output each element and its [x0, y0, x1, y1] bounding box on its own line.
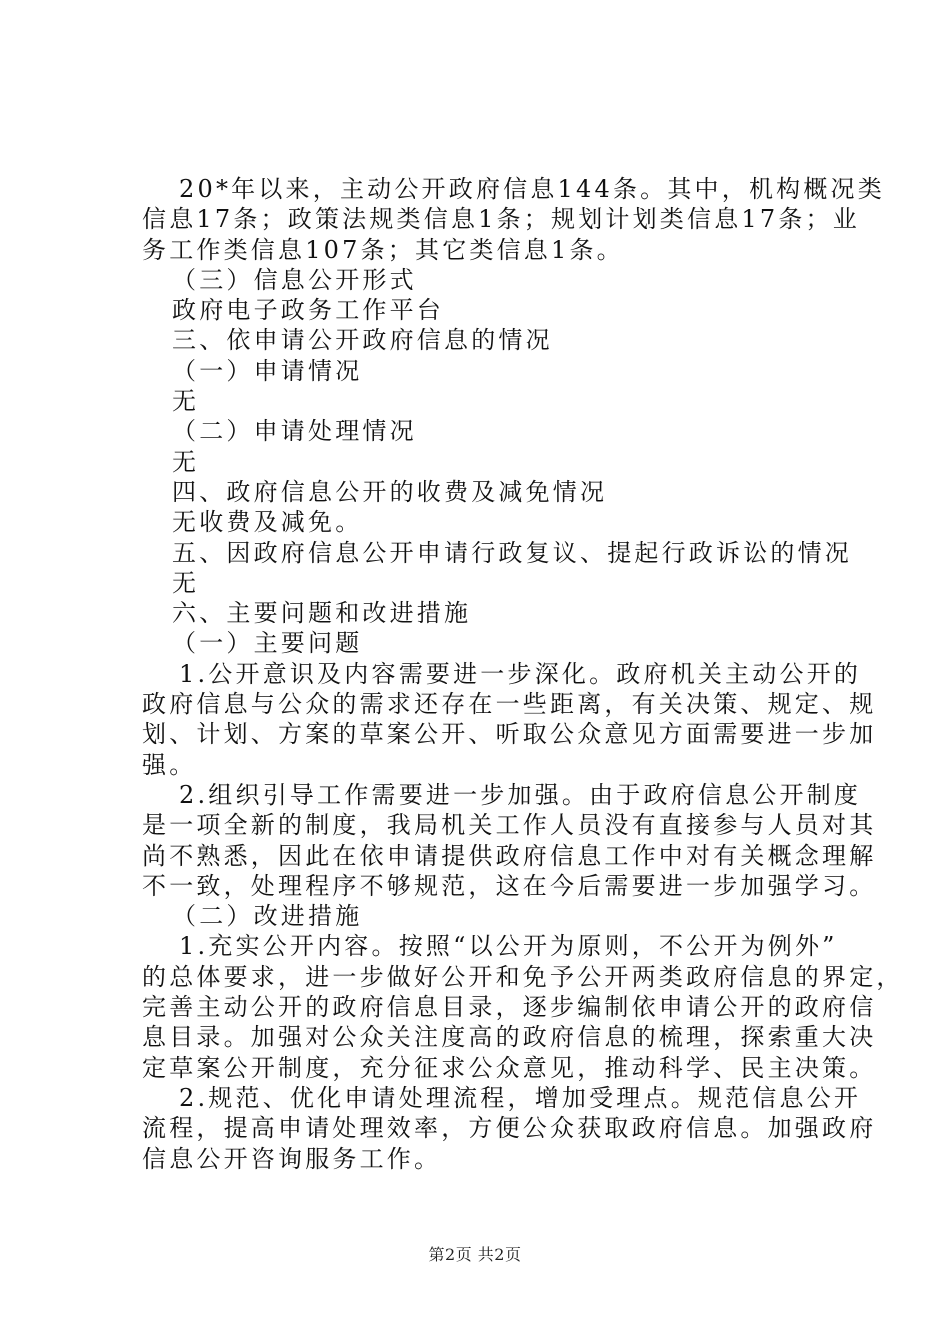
section-heading: 三、依申请公开政府信息的情况: [172, 326, 553, 355]
paragraph-line: 流程，提高申请处理效率，方便公众获取政府信息。加强政府: [142, 1114, 877, 1143]
paragraph-line: 息目录。加强对公众关注度高的政府信息的梳理，探索重大决: [142, 1023, 877, 1052]
section-heading: （一）主要问题: [172, 629, 363, 658]
paragraph-line: 尚不熟悉，因此在依申请提供政府信息工作中对有关概念理解: [142, 841, 877, 870]
section-heading: 五、因政府信息公开申请行政复议、提起行政诉讼的情况: [172, 538, 852, 567]
section-heading: 四、政府信息公开的收费及减免情况: [172, 477, 608, 506]
paragraph-line: 不一致，处理程序不够规范，这在今后需要进一步加强学习。: [142, 871, 877, 900]
paragraph-line: 2.组织引导工作需要进一步加强。由于政府信息公开制度: [179, 780, 862, 809]
paragraph-line: 政府电子政务工作平台: [172, 296, 444, 325]
page-footer: 第2页 共2页: [428, 1245, 522, 1264]
section-heading: （二）申请处理情况: [172, 417, 417, 446]
paragraph-line: 无: [172, 447, 200, 476]
paragraph-line: 1.公开意识及内容需要进一步深化。政府机关主动公开的: [179, 659, 862, 688]
section-heading: （三）信息公开形式: [172, 265, 417, 294]
paragraph-line: 信息17条；政策法规类信息1条；规划计划类信息17条；业: [142, 205, 860, 234]
paragraph-line: 2.规范、优化申请处理流程，增加受理点。规范信息公开: [179, 1083, 862, 1112]
paragraph-line: 务工作类信息107条；其它类信息1条。: [142, 235, 624, 264]
paragraph-line: 完善主动公开的政府信息目录，逐步编制依申请公开的政府信: [142, 993, 877, 1022]
paragraph-line: 信息公开咨询服务工作。: [142, 1144, 442, 1173]
document-body: [142, 174, 904, 1174]
paragraph-line: 政府信息与公众的需求还存在一些距离，有关决策、规定、规: [142, 690, 877, 719]
paragraph-line: 20*年以来，主动公开政府信息144条。其中，机构概况类: [179, 175, 885, 203]
paragraph-line: 划、计划、方案的草案公开、听取公众意见方面需要进一步加: [142, 720, 877, 749]
section-heading: （二）改进措施: [172, 902, 363, 931]
paragraph-line: 定草案公开制度，充分征求公众意见，推动科学、民主决策。: [142, 1053, 877, 1082]
paragraph-line: 无: [172, 568, 200, 597]
section-heading: （一）申请情况: [172, 356, 363, 385]
paragraph-line: 无收费及减免。: [172, 508, 363, 537]
paragraph-line: 强。: [142, 750, 197, 779]
paragraph-line: 无: [172, 387, 200, 416]
paragraph-line: 的总体要求，进一步做好公开和免予公开两类政府信息的界定，: [142, 962, 904, 991]
section-heading: 六、主要问题和改进措施: [172, 599, 472, 628]
paragraph-line: 1.充实公开内容。按照“以公开为原则，不公开为例外”: [179, 932, 838, 961]
paragraph-line: 是一项全新的制度，我局机关工作人员没有直接参与人员对其: [142, 811, 877, 840]
